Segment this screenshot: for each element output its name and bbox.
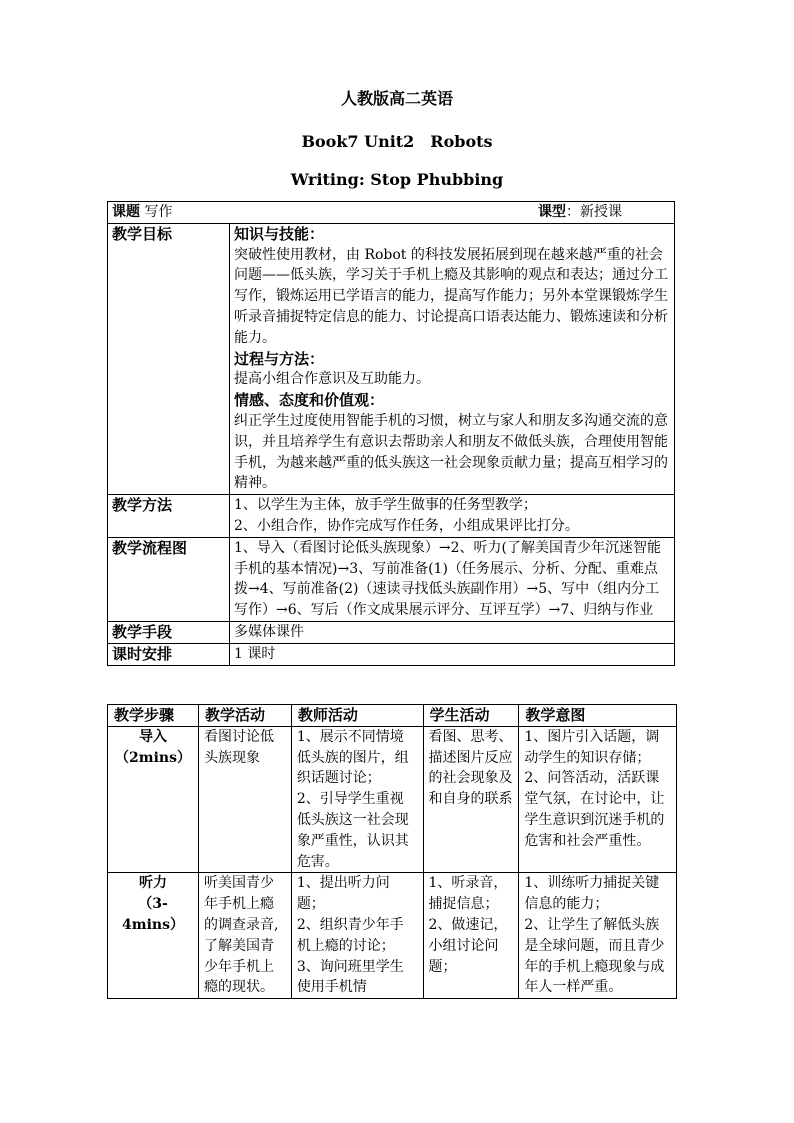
header-step: 教学步骤: [108, 705, 199, 727]
teacher-cell: [291, 726, 423, 873]
teacher-item: 2、组织青少年手机上瘾的讨论；: [296, 916, 404, 954]
means-value: 多媒体课件: [230, 621, 675, 643]
topic-cell: [108, 202, 675, 224]
type-value: 新授课: [580, 204, 622, 220]
intent-cell: [519, 873, 677, 999]
student-cell: [423, 873, 519, 999]
method-item-1: 1、以学生为主体，放手学生做事的任务型教学；: [234, 497, 537, 514]
intent-item: 1、训练听力捕捉关键信息的能力；: [524, 875, 660, 913]
header-teacher: 教师活动: [291, 705, 423, 727]
means-label: 教学手段: [108, 621, 230, 643]
method-item-2: 2、小组合作，协作完成写作任务，小组成果评比打分。: [234, 517, 579, 534]
step-time: （2mins）: [115, 749, 191, 766]
goals-heading-emotion: 情感、态度和价值观：: [234, 391, 385, 410]
process-row-intro: [108, 726, 677, 873]
goals-heading-process: 过程与方法：: [234, 349, 325, 368]
time-value: 1 课时: [230, 643, 675, 665]
goals-cell: [230, 223, 675, 494]
activity-cell: 看图讨论低头族现象: [198, 726, 291, 873]
teacher-item: 1、提出听力问题；: [296, 875, 390, 913]
teacher-cell: [291, 873, 423, 999]
flow-row: [108, 537, 675, 621]
method-cell: [230, 495, 675, 538]
goals-text-emotion: 纠正学生过度使用智能手机的习惯，树立与家人和朋友多沟通交流的意识，并且培养学生有意识去帮助亲人和朋友不做低头族，合理使用智能手机，为越来越严重的低头族这一社会现象贡献力量；提高互相学习的精神。: [234, 412, 668, 492]
student-cell: [423, 726, 519, 873]
goals-text-knowledge: 突破性使用教材，由 Robot 的科技发展拓展到现在越来越严重的社会问题——低头族，学习关于手机上瘾及其影响的观点和表达；通过分工写作，锻炼运用已学语言的能力，提高写作能力；另外本堂课锻炼学生听录音捕捉特定信息的能力、讨论提高口语表达能力、锻炼速读和分析能力。: [234, 246, 668, 346]
intent-cell: [519, 726, 677, 873]
goals-heading-knowledge: 知识与技能：: [234, 224, 325, 243]
teacher-item: 3、询问班里学生使用手机情: [296, 958, 404, 996]
intent-item: 2、让学生了解低头族是全球问题，而且青少年的手机上瘾现象与成年人一样严重。: [524, 916, 665, 996]
lesson-info-table: [107, 201, 675, 666]
doc-lesson-title: Writing: Stop Phubbing: [290, 170, 504, 189]
goals-label: 教学目标: [108, 223, 230, 494]
flow-label: 教学流程图: [108, 537, 230, 621]
step-name: 听力: [138, 875, 167, 892]
method-label: 教学方法: [108, 495, 230, 538]
doc-title: 人教版高二英语: [340, 89, 453, 108]
flow-text: 1、导入（看图讨论低头族现象）→2、听力(了解美国青少年沉迷智能手机的基本情况)→3、写前准备(1)（任务展示、分析、分配、重难点拨→4、写前准备(2)（速读寻找低头族副作用）→5、写中（组内分工写作）→6、写后（作文成果展示评分、互评互学）→7、归纳与作业: [230, 537, 675, 621]
goals-text-process: 提高小组合作意识及互助能力。: [234, 371, 430, 388]
header-student: 学生活动: [423, 705, 519, 727]
intent-item: 2、问答活动，活跃课堂气氛，在讨论中，让学生意识到沉迷手机的危害和社会严重性。: [524, 770, 665, 849]
step-time: （3-4mins）: [122, 896, 184, 933]
means-row: [108, 621, 675, 643]
topic-row: [108, 202, 675, 224]
doc-subtitle: Book7 Unit2 Robots: [301, 132, 493, 151]
header-activity: 教学活动: [198, 705, 291, 727]
student-item: 2、做速记，: [428, 916, 508, 933]
teacher-item: 2、引导学生重视低头族这一社会现象严重性，认识其危害。: [296, 791, 409, 870]
goals-row: [108, 223, 675, 494]
method-row: [108, 495, 675, 538]
student-item: 1、听录音，: [428, 875, 508, 892]
intent-item: 1、图片引入话题，调动学生的知识存储；: [524, 728, 660, 766]
activity-cell: 听美国青少年手机上瘾的调查录音,了解美国青少年手机上瘾的现状。: [198, 873, 291, 999]
type-label: 课型: [538, 204, 566, 220]
time-row: [108, 643, 675, 665]
type-group: 课型：新授课: [538, 204, 622, 220]
topic-value: 写作: [144, 204, 173, 220]
time-label: 课时安排: [108, 643, 230, 665]
step-cell: [108, 873, 199, 999]
process-table: [107, 704, 677, 999]
teacher-item: 1、展示不同情境低头族的图片，组织话题讨论；: [296, 728, 409, 787]
student-item: 捕捉信息；: [428, 896, 499, 913]
student-item: 小组讨论问题；: [428, 937, 499, 975]
student-item: 看图、思考、描述图片反应的社会现象及和自身的联系: [428, 728, 513, 808]
header-intent: 教学意图: [519, 705, 677, 727]
process-row-listening: [108, 873, 677, 999]
topic-label: 课题: [112, 204, 140, 220]
step-name: 导入: [138, 728, 167, 745]
process-header-row: [108, 705, 677, 727]
step-cell: [108, 726, 199, 873]
